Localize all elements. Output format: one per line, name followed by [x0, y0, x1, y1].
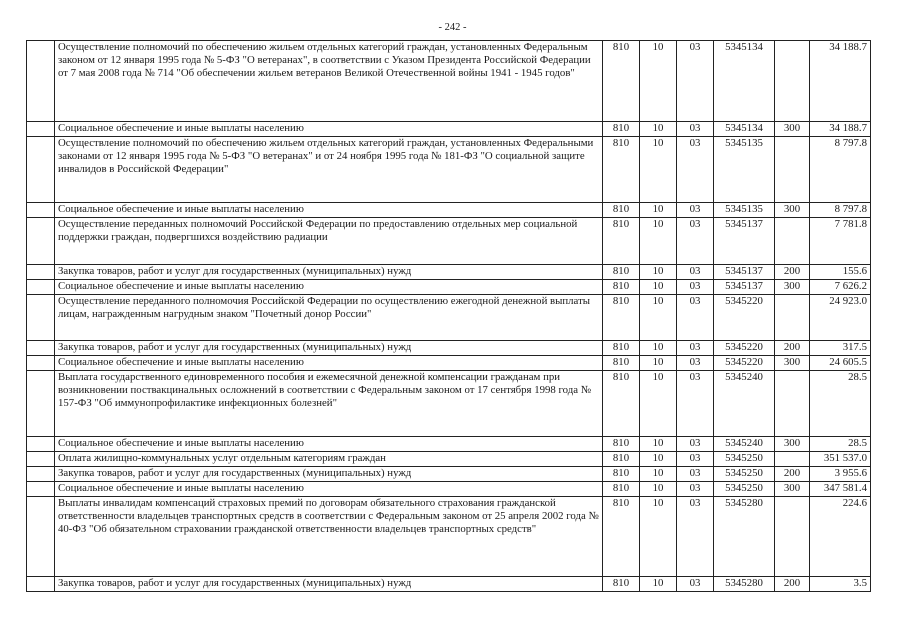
expense-type-cell — [775, 371, 810, 437]
subsection-code-cell: 03 — [677, 482, 714, 497]
subsection-code-cell: 03 — [677, 467, 714, 482]
row-number-cell — [27, 467, 55, 482]
description-cell: Социальное обеспечение и иные выплаты населению — [55, 437, 603, 452]
ministry-code-cell: 810 — [603, 577, 640, 592]
ministry-code-cell: 810 — [603, 356, 640, 371]
description-cell: Закупка товаров, работ и услуг для государственных (муниципальных) нужд — [55, 577, 603, 592]
expense-type-cell — [775, 218, 810, 265]
target-article-cell: 5345135 — [714, 203, 775, 218]
target-article-cell: 5345280 — [714, 497, 775, 577]
target-article-cell: 5345240 — [714, 371, 775, 437]
row-number-cell — [27, 265, 55, 280]
row-number-cell — [27, 482, 55, 497]
amount-cell: 24 605.5 — [810, 356, 871, 371]
target-article-cell: 5345135 — [714, 137, 775, 203]
description-cell: Осуществление переданного полномочия Российской Федерации по осуществлению ежегодной денежной выплаты лицам, награжденным нагрудным знаком "Почетный донор России" — [55, 295, 603, 341]
table-row — [27, 437, 871, 452]
description-cell: Оплата жилищно-коммунальных услуг отдельным категориям граждан — [55, 452, 603, 467]
row-number-cell — [27, 371, 55, 437]
row-number-cell — [27, 295, 55, 341]
amount-cell: 28.5 — [810, 371, 871, 437]
section-code-cell: 10 — [640, 41, 677, 122]
section-code-cell: 10 — [640, 122, 677, 137]
expense-type-cell — [775, 295, 810, 341]
ministry-code-cell: 810 — [603, 437, 640, 452]
expense-type-cell: 200 — [775, 467, 810, 482]
section-code-cell: 10 — [640, 437, 677, 452]
description-cell: Социальное обеспечение и иные выплаты населению — [55, 122, 603, 137]
ministry-code-cell: 810 — [603, 218, 640, 265]
subsection-code-cell: 03 — [677, 295, 714, 341]
table-row — [27, 371, 871, 437]
subsection-code-cell: 03 — [677, 452, 714, 467]
subsection-code-cell: 03 — [677, 371, 714, 437]
description-cell: Осуществление полномочий по обеспечению жильем отдельных категорий граждан, установленных Федеральными законами от 12 января 1995 года № 5-ФЗ "О ветеранах" и от 24 ноября 1995 года № 181-ФЗ "О социальной защите инвалидов в Российской Федерации" — [55, 137, 603, 203]
target-article-cell: 5345220 — [714, 295, 775, 341]
target-article-cell: 5345137 — [714, 265, 775, 280]
ministry-code-cell: 810 — [603, 203, 640, 218]
description-cell: Выплаты инвалидам компенсаций страховых премий по договорам обязательного страхования гражданской ответственности владельцев транспортных средств в соответствии с Федеральным законом от 25 апреля 2002 года № 40-ФЗ "Об обязательном страховании гражданской ответственности владельцев транспортных средств" — [55, 497, 603, 577]
table-row — [27, 41, 871, 122]
section-code-cell: 10 — [640, 203, 677, 218]
subsection-code-cell: 03 — [677, 137, 714, 203]
row-number-cell — [27, 356, 55, 371]
section-code-cell: 10 — [640, 577, 677, 592]
row-number-cell — [27, 41, 55, 122]
page-number: - 242 - — [438, 22, 467, 33]
target-article-cell: 5345137 — [714, 280, 775, 295]
subsection-code-cell: 03 — [677, 41, 714, 122]
target-article-cell: 5345137 — [714, 218, 775, 265]
target-article-cell: 5345240 — [714, 437, 775, 452]
section-code-cell: 10 — [640, 295, 677, 341]
amount-cell: 28.5 — [810, 437, 871, 452]
amount-cell: 7 781.8 — [810, 218, 871, 265]
description-cell: Закупка товаров, работ и услуг для государственных (муниципальных) нужд — [55, 467, 603, 482]
expense-type-cell — [775, 497, 810, 577]
description-cell: Социальное обеспечение и иные выплаты населению — [55, 203, 603, 218]
budget-table — [26, 40, 871, 592]
row-number-cell — [27, 218, 55, 265]
ministry-code-cell: 810 — [603, 137, 640, 203]
description-cell: Социальное обеспечение и иные выплаты населению — [55, 356, 603, 371]
table-row — [27, 577, 871, 592]
expense-type-cell — [775, 137, 810, 203]
amount-cell: 24 923.0 — [810, 295, 871, 341]
description-cell: Социальное обеспечение и иные выплаты населению — [55, 280, 603, 295]
expense-type-cell: 300 — [775, 122, 810, 137]
target-article-cell: 5345220 — [714, 341, 775, 356]
table-row — [27, 218, 871, 265]
section-code-cell: 10 — [640, 341, 677, 356]
row-number-cell — [27, 497, 55, 577]
target-article-cell: 5345220 — [714, 356, 775, 371]
subsection-code-cell: 03 — [677, 122, 714, 137]
amount-cell: 34 188.7 — [810, 122, 871, 137]
row-number-cell — [27, 452, 55, 467]
description-cell: Социальное обеспечение и иные выплаты населению — [55, 482, 603, 497]
table-row — [27, 265, 871, 280]
expense-type-cell: 300 — [775, 356, 810, 371]
ministry-code-cell: 810 — [603, 265, 640, 280]
table-body — [27, 41, 871, 592]
section-code-cell: 10 — [640, 356, 677, 371]
expense-type-cell: 300 — [775, 437, 810, 452]
ministry-code-cell: 810 — [603, 482, 640, 497]
table-row — [27, 452, 871, 467]
section-code-cell: 10 — [640, 452, 677, 467]
expense-type-cell: 200 — [775, 265, 810, 280]
expense-type-cell: 200 — [775, 341, 810, 356]
description-cell: Выплата государственного единовременного пособия и ежемесячной денежной компенсации гражданам при возникновении поствакцинальных осложнений в соответствии с Федеральным законом от 17 сентября 1998 года № 157-ФЗ "Об иммунопрофилактике инфекционных болезней" — [55, 371, 603, 437]
section-code-cell: 10 — [640, 218, 677, 265]
section-code-cell: 10 — [640, 137, 677, 203]
amount-cell: 8 797.8 — [810, 137, 871, 203]
table-row — [27, 203, 871, 218]
ministry-code-cell: 810 — [603, 341, 640, 356]
table-row — [27, 122, 871, 137]
amount-cell: 155.6 — [810, 265, 871, 280]
subsection-code-cell: 03 — [677, 577, 714, 592]
description-cell: Закупка товаров, работ и услуг для государственных (муниципальных) нужд — [55, 265, 603, 280]
table-row — [27, 137, 871, 203]
target-article-cell: 5345280 — [714, 577, 775, 592]
amount-cell: 8 797.8 — [810, 203, 871, 218]
amount-cell: 34 188.7 — [810, 41, 871, 122]
target-article-cell: 5345134 — [714, 41, 775, 122]
ministry-code-cell: 810 — [603, 280, 640, 295]
subsection-code-cell: 03 — [677, 280, 714, 295]
ministry-code-cell: 810 — [603, 41, 640, 122]
description-cell: Осуществление полномочий по обеспечению жильем отдельных категорий граждан, установленных Федеральным законом от 12 января 1995 года № 5-ФЗ "О ветеранах", в соответствии с Указом Президента Российской Федерации от 7 мая 2008 года № 714 "Об обеспечении жильем ветеранов Великой Отечественной войны 1941 - 1945 годов" — [55, 41, 603, 122]
amount-cell: 317.5 — [810, 341, 871, 356]
row-number-cell — [27, 341, 55, 356]
section-code-cell: 10 — [640, 482, 677, 497]
expense-type-cell: 300 — [775, 203, 810, 218]
ministry-code-cell: 810 — [603, 295, 640, 341]
subsection-code-cell: 03 — [677, 356, 714, 371]
subsection-code-cell: 03 — [677, 341, 714, 356]
ministry-code-cell: 810 — [603, 371, 640, 437]
subsection-code-cell: 03 — [677, 265, 714, 280]
expense-type-cell: 200 — [775, 577, 810, 592]
description-cell: Осуществление переданных полномочий Российской Федерации по предоставлению отдельных мер социальной поддержки граждан, подвергшихся воздействию радиации — [55, 218, 603, 265]
ministry-code-cell: 810 — [603, 122, 640, 137]
subsection-code-cell: 03 — [677, 203, 714, 218]
target-article-cell: 5345134 — [714, 122, 775, 137]
section-code-cell: 10 — [640, 280, 677, 295]
subsection-code-cell: 03 — [677, 218, 714, 265]
row-number-cell — [27, 203, 55, 218]
expense-type-cell: 300 — [775, 280, 810, 295]
section-code-cell: 10 — [640, 497, 677, 577]
ministry-code-cell: 810 — [603, 497, 640, 577]
description-cell: Закупка товаров, работ и услуг для государственных (муниципальных) нужд — [55, 341, 603, 356]
section-code-cell: 10 — [640, 265, 677, 280]
amount-cell: 3.5 — [810, 577, 871, 592]
expense-type-cell — [775, 452, 810, 467]
subsection-code-cell: 03 — [677, 437, 714, 452]
ministry-code-cell: 810 — [603, 467, 640, 482]
section-code-cell: 10 — [640, 371, 677, 437]
target-article-cell: 5345250 — [714, 482, 775, 497]
table-row — [27, 280, 871, 295]
row-number-cell — [27, 280, 55, 295]
expense-type-cell — [775, 41, 810, 122]
amount-cell: 347 581.4 — [810, 482, 871, 497]
table-row — [27, 482, 871, 497]
table-row — [27, 467, 871, 482]
amount-cell: 224.6 — [810, 497, 871, 577]
ministry-code-cell: 810 — [603, 452, 640, 467]
table-row — [27, 497, 871, 577]
row-number-cell — [27, 437, 55, 452]
table-row — [27, 356, 871, 371]
table-row — [27, 341, 871, 356]
amount-cell: 351 537.0 — [810, 452, 871, 467]
section-code-cell: 10 — [640, 467, 677, 482]
row-number-cell — [27, 137, 55, 203]
table-row — [27, 295, 871, 341]
row-number-cell — [27, 577, 55, 592]
amount-cell: 7 626.2 — [810, 280, 871, 295]
expense-type-cell: 300 — [775, 482, 810, 497]
target-article-cell: 5345250 — [714, 467, 775, 482]
subsection-code-cell: 03 — [677, 497, 714, 577]
row-number-cell — [27, 122, 55, 137]
amount-cell: 3 955.6 — [810, 467, 871, 482]
target-article-cell: 5345250 — [714, 452, 775, 467]
